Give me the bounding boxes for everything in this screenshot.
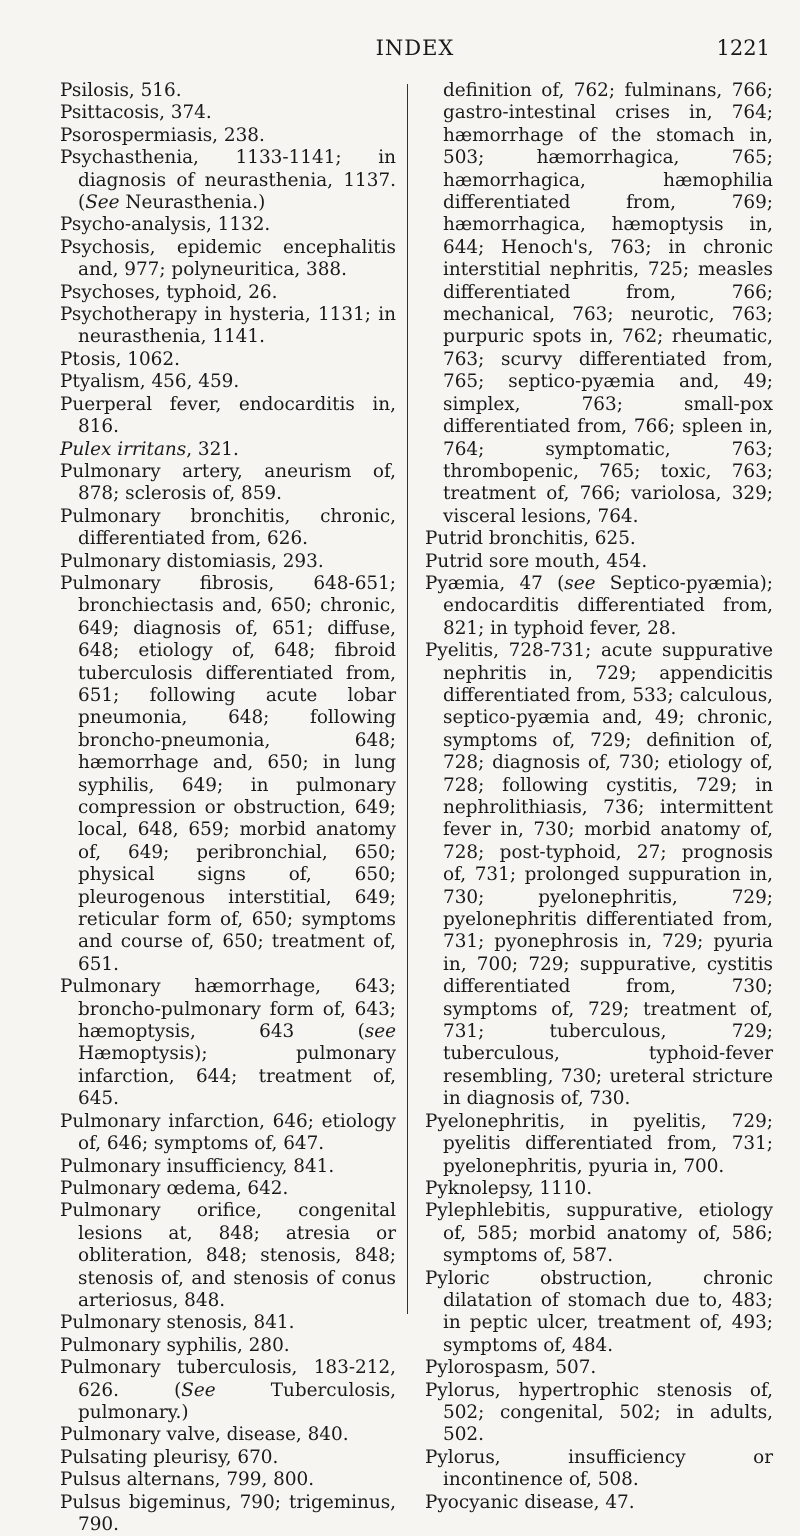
index-entry: Putrid bronchitis, 625. [425,528,636,550]
index-entry: Pulmonary insufficiency, 841. [60,1155,335,1177]
index-entry: Psorospermiasis, 238. [60,124,265,146]
index-entry: Pyæmia, 47 (see Septico-pyæmia); endocarditis differentiated from, 821; in typhoid fever, 28. [425,572,773,639]
index-entry: Pulmonary artery, aneurism of, 878; sclerosis of, 859. [60,460,396,505]
index-entry: Pulmonary fibrosis, 648-651; bronchiectasis and, 650; chronic, 649; diagnosis of, 651; diffuse, 648; etiology of, 648; fibroid tuberculosis differentiated from, 651; following acute lobar pneumonia, 648; following broncho-pneumonia, 648; hæmorrhage and, 650; in lung syphilis, 649; in pulmonary compression or obstruction, 649; local, 648, 659; morbid anatomy of, 649; peribronchial, 650; physical signs of, 650; pleurogenous interstitial, 649; reticular form of, 650; symptoms and course of, 650; treatment of, 651. [60,572,396,975]
index-entry: Pulex irritans, 321. [60,438,239,460]
index-entry: Pulsus alternans, 799, 800. [60,1469,315,1491]
index-entry: Psychasthenia, 1133-1141; in diagnosis of neurasthenia, 1137. (See Neurasthenia.) [60,147,396,214]
index-entry: Pyelitis, 728-731; acute suppurative nephritis in, 729; appendicitis differentiated from, 533; calculous, septico-pyæmia and, 49; chronic, symptoms of, 729; definition of, 728; diagnosis of, 730; etiology of, 728; following cystitis, 729; in nephrolithiasis, 736; intermittent fever in, 730; morbid anatomy of, 728; post-typhoid, 27; prognosis of, 731; prolonged suppuration in, 730; pyelonephritis, 729; pyelonephritis differentiated from, 731; pyonephrosis in, 729; pyuria in, 700; 729; suppurative, cystitis differentiated from, 730; symptoms of, 729; treatment of, 731; tuberculous, 729; tuberculous, typhoid-fever resembling, 730; ureteral stricture in diagnosis of, 730. [425,640,773,1110]
index-entry: Pulmonary bronchitis, chronic, differentiated from, 626. [60,505,396,550]
index-entry: Psilosis, 516. [60,80,182,101]
index-entry: Pulmonary orifice, congenital lesions at, 848; atresia or obliteration, 848; stenosis, 848; stenosis of, and stenosis of conus arteriosus, 848. [60,1200,396,1311]
index-entry: Pulmonary stenosis, 841. [60,1312,295,1334]
index-entry: Pulsus bigeminus, 790; trigeminus, 790. [60,1491,396,1535]
left-column [60,80,396,1536]
index-entry: Pulmonary valve, disease, 840. [60,1424,349,1446]
index-entry: Pyloric obstruction, chronic dilatation of stomach due to, 483; in peptic ulcer, treatment of, 493; symptoms of, 484. [425,1267,773,1356]
index-entry: Pyknolepsy, 1110. [425,1177,593,1199]
index-entry: Psychotherapy in hysteria, 1131; in neurasthenia, 1141. [60,304,396,348]
page-number: 1221 [716,36,770,60]
index-entry: Pylephlebitis, suppurative, etiology of, 585; morbid anatomy of, 586; symptoms of, 587. [425,1200,773,1267]
index-entry: Pulmonary syphilis, 280. [60,1334,290,1356]
index-entry: Pulmonary distomiasis, 293. [60,550,324,572]
index-entry: Pylorus, hypertrophic stenosis of, 502; congenital, 502; in adults, 502. [425,1379,773,1446]
right-column [425,80,773,1514]
index-entry: Psychoses, typhoid, 26. [60,281,278,303]
index-entry: Pulmonary tuberculosis, 183-212, 626. (See Tuberculosis, pulmonary.) [60,1357,397,1423]
index-entry: Ptosis, 1062. [60,348,180,370]
index-entry: Pulsating pleurisy, 670. [60,1446,279,1468]
index-entry: Psychosis, epidemic encephalitis and, 977; polyneuritica, 388. [60,236,396,281]
index-entry: Puerperal fever, endocarditis in, 816. [60,393,396,438]
column-divider [407,84,408,1314]
index-entry: Pulmonary œdema, 642. [60,1177,289,1199]
running-head: INDEX [375,36,455,60]
index-entry: Ptyalism, 456, 459. [60,371,240,393]
index-entry-continued: definition of, 762; fulminans, 766; gastro-intestinal crises in, 764; hæmorrhage of the stomach in, 503; hæmorrhagica, 765; hæmorrhagica, hæmophilia differentiated from, 769; hæmorrhagica, hæmoptysis in, 644; Henoch's, 763; in chronic interstitial nephritis, 725; measles differentiated from, 766; mechanical, 763; neurotic, 763; purpuric spots in, 762; rheumatic, 763; scurvy differentiated from, 765; septico-pyæmia and, 49; simplex, 763; small-pox differentiated from, 766; spleen in, 764; symptomatic, 763; thrombopenic, 765; toxic, 763; treatment of, 766; variolosa, 329; visceral lesions, 764. [443,80,773,527]
index-entry: Psycho-analysis, 1132. [60,214,271,236]
index-entry: Pylorospasm, 507. [425,1357,597,1379]
index-entry: Pyelonephritis, in pyelitis, 729; pyelitis differentiated from, 731; pyelonephritis, pyuria in, 700. [425,1110,773,1177]
index-entry: Pyocyanic disease, 47. [425,1491,635,1513]
index-entry: Pulmonary hæmorrhage, 643; broncho-pulmonary form of, 643; hæmoptysis, 643 (see Hæmoptysis); pulmonary infarction, 644; treatment of, 645. [60,976,396,1110]
page-header [60,36,770,66]
index-entry: Pylorus, insufficiency or incontinence of, 508. [425,1446,773,1491]
index-entry: Pulmonary infarction, 646; etiology of, 646; symptoms of, 647. [60,1110,396,1155]
index-entry: Putrid sore mouth, 454. [425,550,648,572]
index-entry: Psittacosis, 374. [60,102,212,124]
